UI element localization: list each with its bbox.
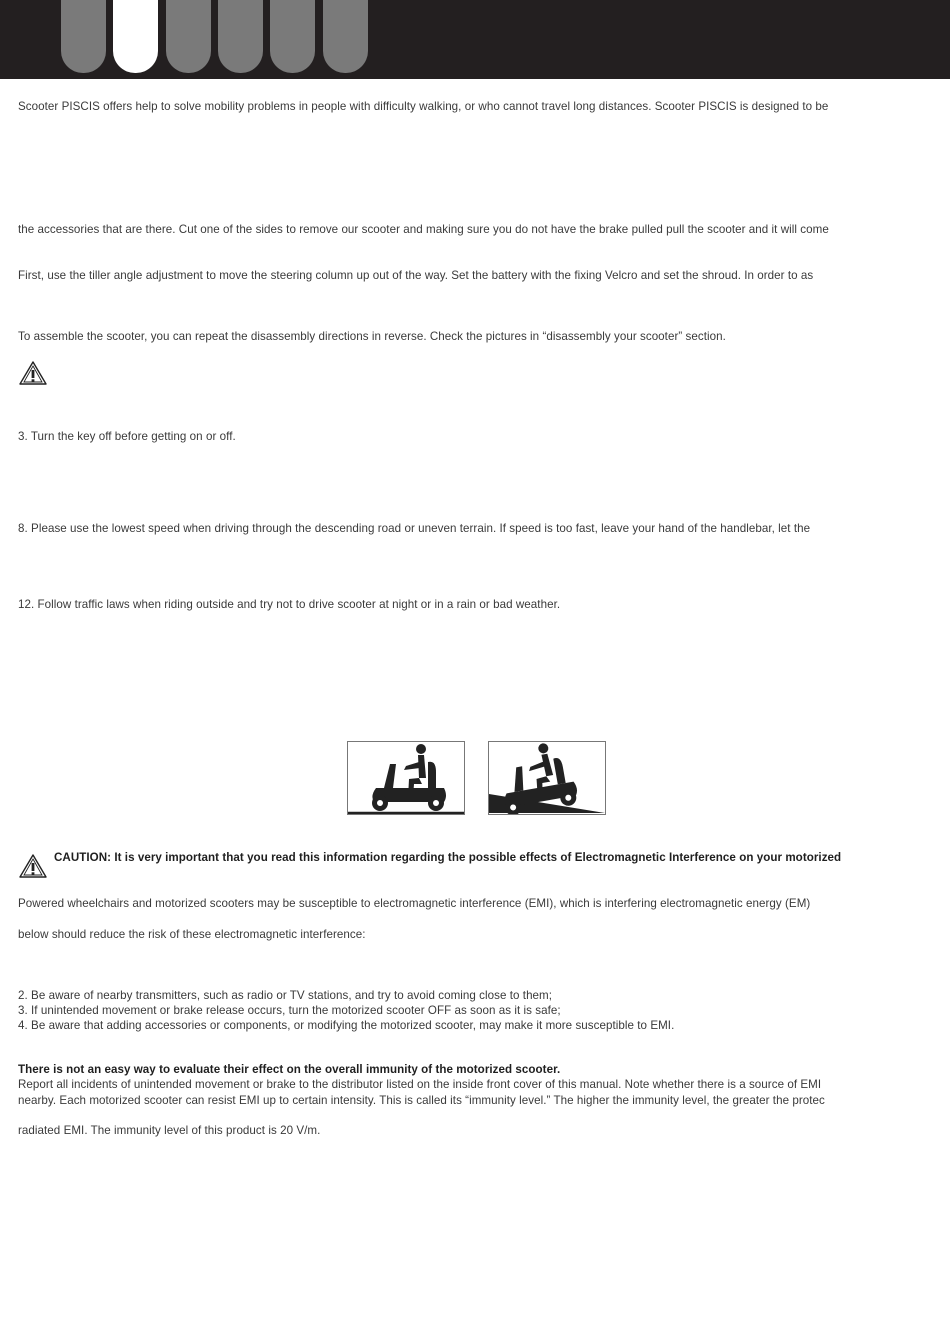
section-tab-2-active[interactable] xyxy=(113,0,158,73)
scooter-ramp-icon xyxy=(489,742,605,814)
warning-icon xyxy=(19,361,47,385)
emi-report-line-1: Report all incidents of unintended movement or brake to the distributor listed on the inside front cover of this manual. Note whether there is a source of EMI xyxy=(18,1078,822,1091)
safety-item-12: 12. Follow traffic laws when riding outside and try not to drive scooter at night or in a rain or bad weather. xyxy=(18,598,561,611)
emi-item-3: 3. If unintended movement or brake release occurs, turn the motorized scooter OFF as soon as it is safe; xyxy=(18,1004,561,1017)
emi-paragraph-line-1: Powered wheelchairs and motorized scooters may be susceptible to electromagnetic interference (EMI), which is interfering electromagnetic energy (EM) xyxy=(18,897,811,910)
emi-report-line-3: radiated EMI. The immunity level of this product is 20 V/m. xyxy=(18,1124,321,1137)
emi-report-line-2: nearby. Each motorized scooter can resist EMI up to certain intensity. This is called its “immunity level.” The higher the immunity level, the greater the protec xyxy=(18,1094,825,1107)
intro-line-3: First, use the tiller angle adjustment to move the steering column up out of the way. Set the battery with the fixing Velcro and set the shroud. In order to as xyxy=(18,269,814,282)
intro-line-2: the accessories that are there. Cut one of the sides to remove our scooter and making sure you do not have the brake pulled pull the scooter and it will come xyxy=(18,223,829,236)
emi-item-2: 2. Be aware of nearby transmitters, such as radio or TV stations, and try to avoid coming close to them; xyxy=(18,989,553,1002)
emi-caution-heading: CAUTION: It is very important that you read this information regarding the possible effects of Electromagnetic Interference on your motorized xyxy=(54,851,842,864)
scooter-ramp-figure xyxy=(488,741,606,815)
scooter-level-icon xyxy=(348,742,464,814)
section-tab-5[interactable] xyxy=(270,0,315,73)
emi-item-4: 4. Be aware that adding accessories or components, or modifying the motorized scooter, may make it more susceptible to EMI. xyxy=(18,1019,675,1032)
intro-line-1: Scooter PISCIS offers help to solve mobility problems in people with difficulty walking, or who cannot travel long distances. Scooter PISCIS is designed to be xyxy=(18,100,829,113)
safety-item-8: 8. Please use the lowest speed when driving through the descending road or uneven terrain. If speed is too fast, leave your hand of the handlebar, let the xyxy=(18,522,811,535)
section-tab-4[interactable] xyxy=(218,0,263,73)
emi-bold-note: There is not an easy way to evaluate their effect on the overall immunity of the motorized scooter. xyxy=(18,1063,561,1076)
intro-line-4: To assemble the scooter, you can repeat the disassembly directions in reverse. Check the pictures in “disassembly your scooter” section. xyxy=(18,330,726,343)
section-tab-3[interactable] xyxy=(166,0,211,73)
scooter-level-figure xyxy=(347,741,465,815)
emi-paragraph-line-2: below should reduce the risk of these electromagnetic interference: xyxy=(18,928,366,941)
safety-item-3: 3. Turn the key off before getting on or off. xyxy=(18,430,236,443)
section-tab-1[interactable] xyxy=(61,0,106,73)
page-header-band xyxy=(0,0,950,79)
section-tab-6[interactable] xyxy=(323,0,368,73)
warning-icon-emi xyxy=(19,854,47,878)
